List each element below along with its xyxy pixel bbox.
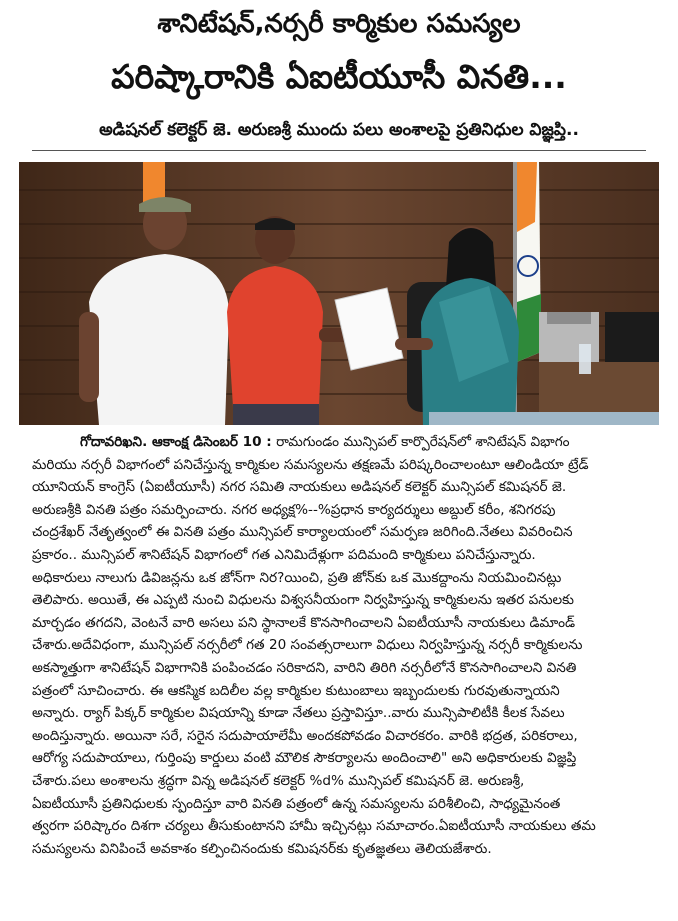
article-line: అరుణశ్రీకి వినతి పత్రం సమర్పించారు. నగర అధ్యక్ష%--%ప్రధాన కార్యదర్శులు అబ్దుల్ కరీం, శనిగరపు [32,501,556,518]
dateline: గోదావరిఖని. ఆకాంక్ష డిసెంబర్ 10 : [80,434,272,450]
article-line-text: రామగుండం మున్సిపల్ కార్పొరేషన్‌లో శానిటేషన్ విభాగం [276,434,570,450]
article-line: అధికారులు నాలుగు డివిజన్లను ఒక జోన్‌గా నిర?యించి, ప్రతి జోన్‌కు ఒక మొకద్దాంను నియమించినట్లు [32,569,562,586]
article-line: అందిస్తున్నారు. అయినా సరే, సరైన సదుపాయాలేమీ అందకపోవడం విచారకరం. వారికి భద్రత, పరికరాలు, [32,727,578,744]
news-photo [19,162,659,425]
article-line: చేశారు.అదేవిధంగా, మున్సిపల్ నర్సరీలో గత 20 సంవత్సరాలుగా విధులు నిర్వహిస్తున్న నర్సరీ కార్మికులను [32,637,583,654]
article-line: చంద్రశేఖర్ నేతృత్వంలో ఈ వినతి పత్రం మున్సిపల్ కార్యాలయంలో సమర్పణ జరిగింది.నేతలు వివరించిన [32,524,573,541]
article-line: అకస్మాత్తుగా శానిటేషన్ విభాగానికి పంపించడం సరికాదని, వారిని తిరిగి నర్సరీలోనే కొనసాగించాలని వినతి [32,659,577,676]
article-line: అన్నారు. ర్యాగ్ పిక్కర్ కార్మికుల విషయాన్ని కూడా నేతలు ప్రస్తావిస్తూ..వారు మున్సిపాలిటీకి కీలక సేవలు [32,705,565,722]
article-line: యూనియన్ కాంగ్రెస్ (ఏఐటీయూసీ) నగర సమితి నాయకులు అడిషనల్ కలెక్టర్ మున్సిపల్ కమిషనర్ జె. [32,479,567,496]
headline-line-2: పరిష్కారానికి ఏఐటీయూసీ వినతి... [111,57,567,96]
article-line: చేశారు.పలు అంశాలను శ్రద్ధగా విన్న అడిషనల్ కలెక్టర్ %d% మున్సిపల్ కమిషనర్ జె. అరుణశ్రీ, [32,772,525,789]
headline-divider [32,150,646,151]
article-line: తెలిపారు. అయితే, ఈ ఎప్పటి నుంచి విధులను విశ్వసనీయంగా నిర్వహిస్తున్న కార్మికులను ఇతర పనులకు [32,592,574,609]
article-line: మార్చడం తగదని, వెంటనే వారి అసలు పని స్థానాలకే కొనసాగించాలని ఏఐటీయూసీ నాయకులు డిమాండ్ [32,614,576,631]
article-line: త్వరగా పరిష్కారం దిశగా చర్యలు తీసుకుంటానని హామీ ఇచ్చినట్లు సమాచారం.ఏఐటీయూసీ నాయకులు తమ [32,818,596,835]
article-line: ఏఐటీయూసీ ప్రతినిధులకు స్పందిస్తూ వారి వినతి పత్రంలో ఉన్న సమస్యలను పరిశీలించి, సాధ్యమైనంత [32,795,561,812]
article-body [32,431,646,860]
article-line [32,431,646,454]
article-line: సమస్యలను వినిపించే అవకాశం కల్పించినందుకు కమిషనర్‌కు కృతజ్ఞతలు తెలియజేశారు. [32,840,492,857]
article-line: మరియు నర్సరీ విభాగంలో పనిచేస్తున్న కార్మికుల సమస్యలను తక్షణమే పరిష్కరించాలంటూ ఆలిండియా ట్రేడ్ [32,456,589,473]
subheadline: అడిషనల్ కలెక్టర్ జె. అరుణశ్రీ ముందు పలు అంశాలపై ప్రతినిధుల విజ్ఞప్తి.. [99,120,579,140]
headline-line-1: శానిటేషన్,నర్సరీ కార్మికుల సమస్యల [157,9,521,39]
article-line: ఆరోగ్య సదుపాయాలు, గుర్తింపు కార్డులు వంటి మౌలిక సౌకర్యాలను అందించాలి" అని అధికారులకు విజ్ఞప్తి [32,750,577,767]
article-line: ప్రకారం.. మున్సిపల్ శానిటేషన్ విభాగంలో గత ఎనిమిదేళ్లుగా పదిమంది కార్మికులు పనిచేస్తున్నారు. [32,546,536,563]
news-photo-illustration [19,162,659,425]
article-line: పత్రంలో సూచించారు. ఈ ఆకస్మిక బదిలీల వల్ల కార్మికుల కుటుంబాలు ఇబ్బందులకు గురవుతున్నాయని [32,682,560,699]
